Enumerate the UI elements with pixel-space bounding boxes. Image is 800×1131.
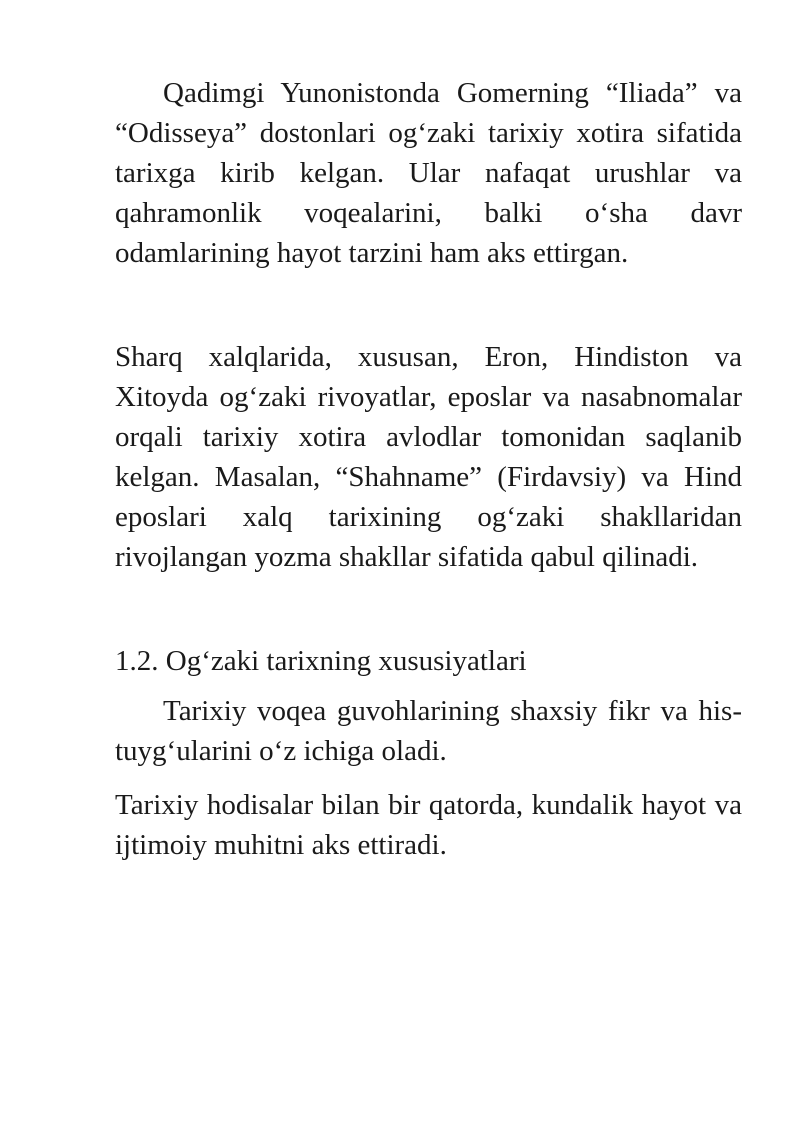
paragraph-eastern-peoples: Sharq xalqlarida, xususan, Eron, Hindiston va Xitoyda og‘zaki rivoyatlar, eposlar va nasabnomalar orqali tarixiy xotira avlodlar tomonidan saqlanib kelgan. Masalan, “Shahname” (Firdavsiy) va Hind eposlari xalq tarixining og‘zaki shakllaridan rivojlangan yozma shakllar sifatida qabul qilinadi.	[115, 341, 742, 573]
section-heading: 1.2. Og‘zaki tarixning xususiyatlari	[115, 645, 527, 677]
paragraph-feature-personal: Tarixiy voqea guvohlarining shaxsiy fikr va his-tuyg‘ularini o‘z ichiga oladi.	[115, 695, 742, 767]
paragraph-greek-epics: Qadimgi Yunonistonda Gomerning “Iliada” va “Odisseya” dostonlari og‘zaki tarixiy xotira sifatida tarixga kirib kelgan. Ular nafaqat urushlar va qahramonlik voqealarini, balki o‘sha davr odamlarining hayot tarzini ham aks ettirgan.	[115, 77, 742, 269]
paragraph-feature-daily-life: Tarixiy hodisalar bilan bir qatorda, kundalik hayot va ijtimoiy muhitni aks ettiradi.	[115, 789, 742, 861]
document-page	[115, 73, 742, 865]
